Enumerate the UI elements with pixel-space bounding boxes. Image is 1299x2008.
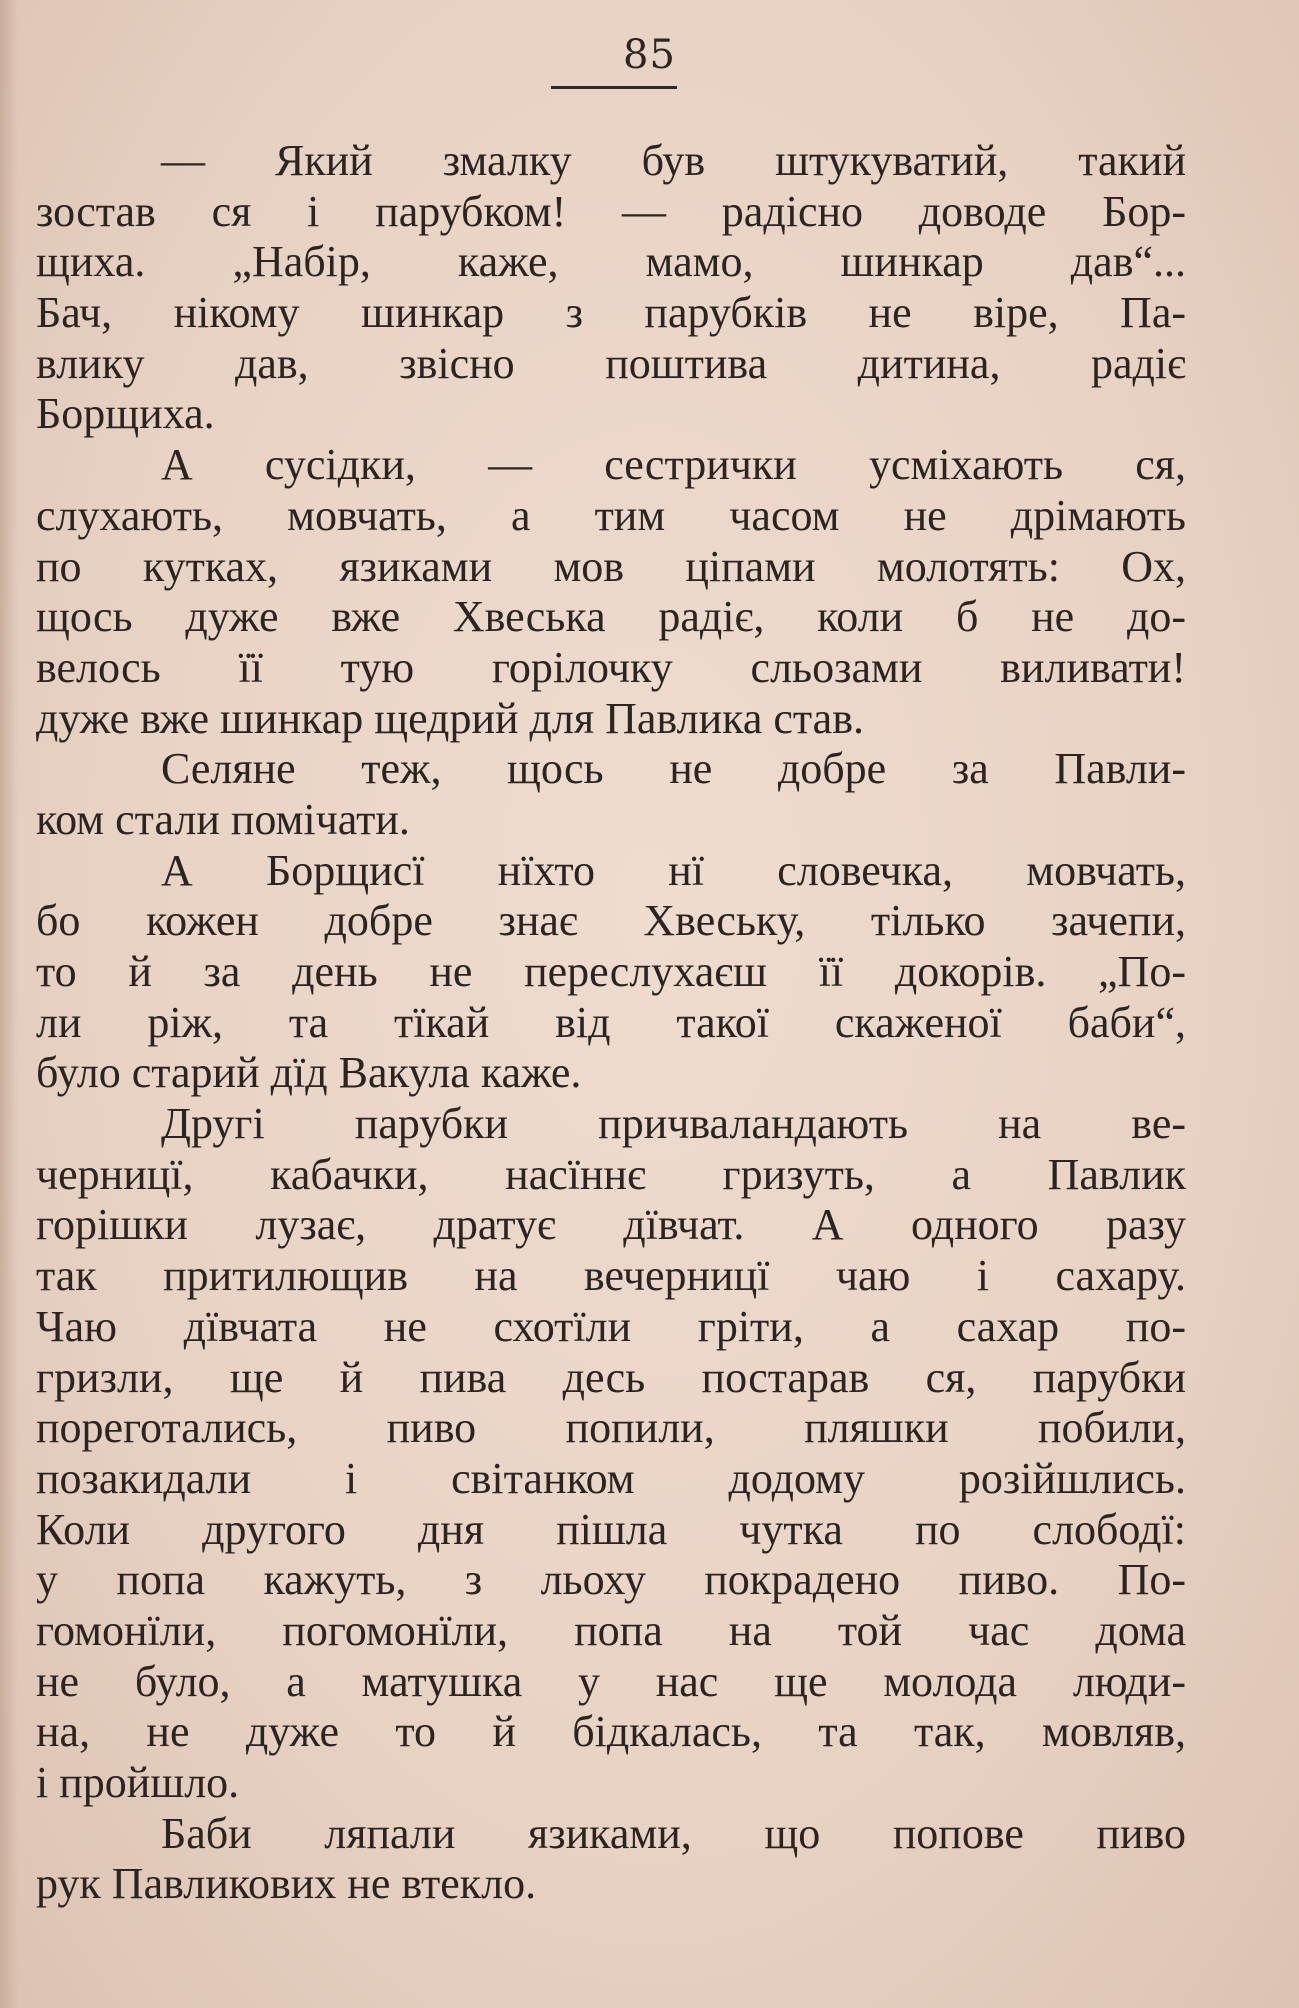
text-line: і пройшло. xyxy=(36,1758,240,1807)
text-line: Баби ляпали язиками, що попове пиво xyxy=(161,1808,1186,1858)
text-line: пореготались, пиво попили, пляшки побили, xyxy=(36,1403,1186,1453)
text-line: на, не дуже то й бідкалась, та так, мовляв, xyxy=(36,1707,1186,1757)
text-line: А Борщисї нїхто нї словечка, мовчать, xyxy=(161,845,1186,895)
text-line: гризли, ще й пива десь постарав ся, парубки xyxy=(36,1352,1186,1402)
text-line: черницї, кабачки, насїннє гризуть, а Павлик xyxy=(36,1149,1186,1199)
page-edge-shadow xyxy=(0,0,18,2008)
text-line: ком стали помічати. xyxy=(36,794,410,844)
text-line: — Який змалку був штукуватий, такий xyxy=(161,136,1186,185)
text-line: Коли другого дня пішла чутка по слободї: xyxy=(36,1504,1186,1554)
text-line: Другі парубки причваландають на ве- xyxy=(161,1099,1186,1149)
text-line: Селяне теж, щось не добре за Павли- xyxy=(161,744,1186,794)
text-line: було старий дїд Вакула каже. xyxy=(36,1048,582,1098)
text-line: не було, а матушка у нас ще молода люди- xyxy=(36,1656,1186,1706)
text-line: так притилющив на вечерницї чаю і сахару. xyxy=(36,1251,1186,1301)
text-line: Бач, нікому шинкар з парубків не віре, Па- xyxy=(36,288,1186,338)
text-line: бо кожен добре знає Хвеську, тілько зачепи, xyxy=(36,896,1186,946)
text-line: позакидали і світанком додому розійшлись. xyxy=(36,1453,1186,1503)
text-line: по кутках, язиками мов ціпами молотять: Ох, xyxy=(36,541,1186,591)
text-line: дуже вже шинкар щедрий для Павлика став. xyxy=(36,693,864,743)
text-line: гомонїли, погомонїли, попа на той час дома xyxy=(36,1605,1186,1655)
text-line: А сусідки, — сестрички усміхають ся, xyxy=(161,440,1186,490)
text-line: у попа кажуть, з льоху покрадено пиво. По- xyxy=(36,1555,1186,1605)
text-line: слухають, мовчать, а тим часом не дрімають xyxy=(36,490,1186,540)
text-line: зостав ся і парубком! — радісно доводе Бор- xyxy=(36,186,1186,236)
text-line: рук Павликових не втекло. xyxy=(36,1859,537,1909)
text-line: влику дав, звісно поштива дитина, радіє xyxy=(36,338,1186,388)
page-number: 85 xyxy=(623,32,676,78)
page-number-rule xyxy=(551,86,677,89)
text-line: щиха. „Набір, каже, мамо, шинкар дав“... xyxy=(36,237,1186,287)
text-line: то й за день не переслухаєш її докорів. „По- xyxy=(36,947,1186,996)
text-line: Чаю дївчата не схотїли гріти, а сахар по- xyxy=(36,1301,1186,1351)
text-line: щось дуже вже Хвеська радіє, коли б не до- xyxy=(36,592,1186,642)
text-line: Борщиха. xyxy=(36,389,215,439)
body-text xyxy=(36,136,1186,1910)
text-line: горішки лузає, дратує дївчат. А одного разу xyxy=(36,1200,1186,1250)
text-line: велось її тую горілочку сльозами виливати! xyxy=(36,642,1186,692)
text-line: ли ріж, та тїкай від такої скаженої баби“, xyxy=(36,997,1186,1047)
